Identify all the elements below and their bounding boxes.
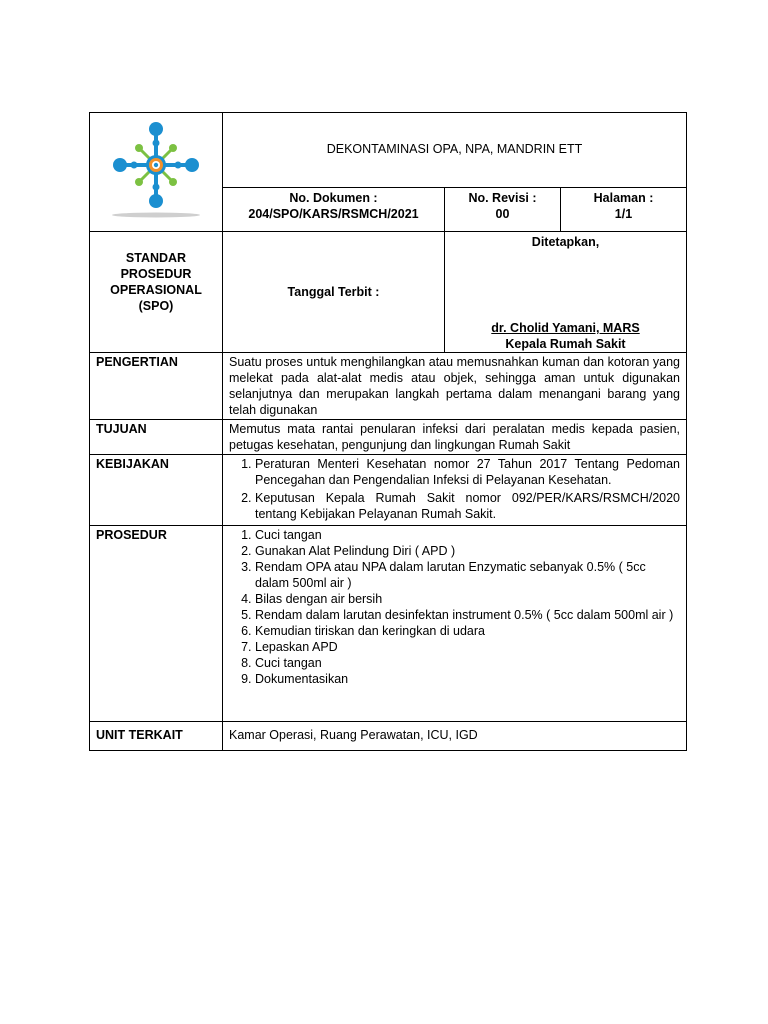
prosedur-list [229, 527, 680, 687]
signatory-role: Kepala Rumah Sakit [505, 337, 626, 351]
tujuan-text: Memutus mata rantai penularan infeksi dari peralatan medis kepada pasien, petugas kesehatan, pengunjung dan lingkungan Rumah Sakit [223, 420, 687, 455]
no-dokumen-value: 204/SPO/KARS/RSMCH/2021 [248, 207, 419, 221]
no-dokumen-cell [223, 188, 445, 232]
spo-label-cell [90, 232, 223, 353]
prosedur-label: PROSEDUR [90, 526, 223, 722]
no-revisi-value: 00 [495, 207, 510, 221]
halaman-label: Halaman : [593, 191, 654, 205]
prosedur-item: 3. Rendam OPA atau NPA dalam larutan Enzymatic sebanyak 0.5% ( 5cc dalam 500ml air ) [255, 559, 680, 591]
prosedur-item: 8. Cuci tangan [255, 655, 680, 671]
ditetapkan-cell [445, 232, 687, 353]
no-dokumen-label: No. Dokumen : [289, 191, 378, 205]
no-revisi-cell [445, 188, 561, 232]
ditetapkan-label: Ditetapkan, [531, 235, 600, 249]
prosedur-item: 9. Dokumentasikan [255, 671, 680, 687]
kebijakan-item: 1. Peraturan Menteri Kesehatan nomor 27 Tahun 2017 Tentang Pedoman Pencegahan dan Pengendalian Infeksi di Pelayanan Kesehatan. [255, 456, 680, 488]
prosedur-item: 2. Gunakan Alat Pelindung Diri ( APD ) [255, 543, 680, 559]
spo-line: STANDAR [125, 251, 187, 265]
unit-terkait-text: Kamar Operasi, Ruang Perawatan, ICU, IGD [223, 722, 687, 751]
prosedur-item: 1. Cuci tangan [255, 527, 680, 543]
spo-line: PROSEDUR [120, 267, 192, 281]
tanggal-terbit-label: Tanggal Terbit : [223, 232, 445, 353]
pengertian-text: Suatu proses untuk menghilangkan atau memusnahkan kuman dan kotoran yang melekat pada alat-alat medis atau objek, sehingga aman untuk digunakan selanjutnya dan merupakan langkah pertama dalam menangani barang yang telah digunakan [223, 353, 687, 420]
halaman-cell [561, 188, 687, 232]
document-title: DEKONTAMINASI OPA, NPA, MANDRIN ETT [223, 113, 687, 188]
signature-block [445, 320, 686, 352]
prosedur-item: 7. Lepaskan APD [255, 639, 680, 655]
spo-line: OPERASIONAL [110, 283, 202, 297]
kebijakan-list [229, 456, 680, 522]
kebijakan-item: 2. Keputusan Kepala Rumah Sakit nomor 092/PER/KARS/RSMCH/2020 tentang Kebijakan Pelayanan Rumah Sakit. [255, 490, 680, 522]
prosedur-item: 4. Bilas dengan air bersih [255, 591, 680, 607]
hospital-logo-icon [101, 115, 211, 225]
kebijakan-label: KEBIJAKAN [90, 455, 223, 526]
kebijakan-content [223, 455, 687, 526]
tujuan-label: TUJUAN [90, 420, 223, 455]
halaman-value: 1/1 [614, 207, 633, 221]
signatory-name: dr. Cholid Yamani, MARS [491, 321, 640, 335]
prosedur-item: 5. Rendam dalam larutan desinfektan instrument 0.5% ( 5cc dalam 500ml air ) [255, 607, 680, 623]
no-revisi-label: No. Revisi : [468, 191, 537, 205]
logo-cell [90, 113, 223, 232]
spo-line: (SPO) [138, 299, 174, 313]
prosedur-item: 6. Kemudian tiriskan dan keringkan di udara [255, 623, 680, 639]
spo-document-table [89, 112, 687, 751]
unit-terkait-label: UNIT TERKAIT [90, 722, 223, 751]
pengertian-label: PENGERTIAN [90, 353, 223, 420]
prosedur-content [223, 526, 687, 722]
